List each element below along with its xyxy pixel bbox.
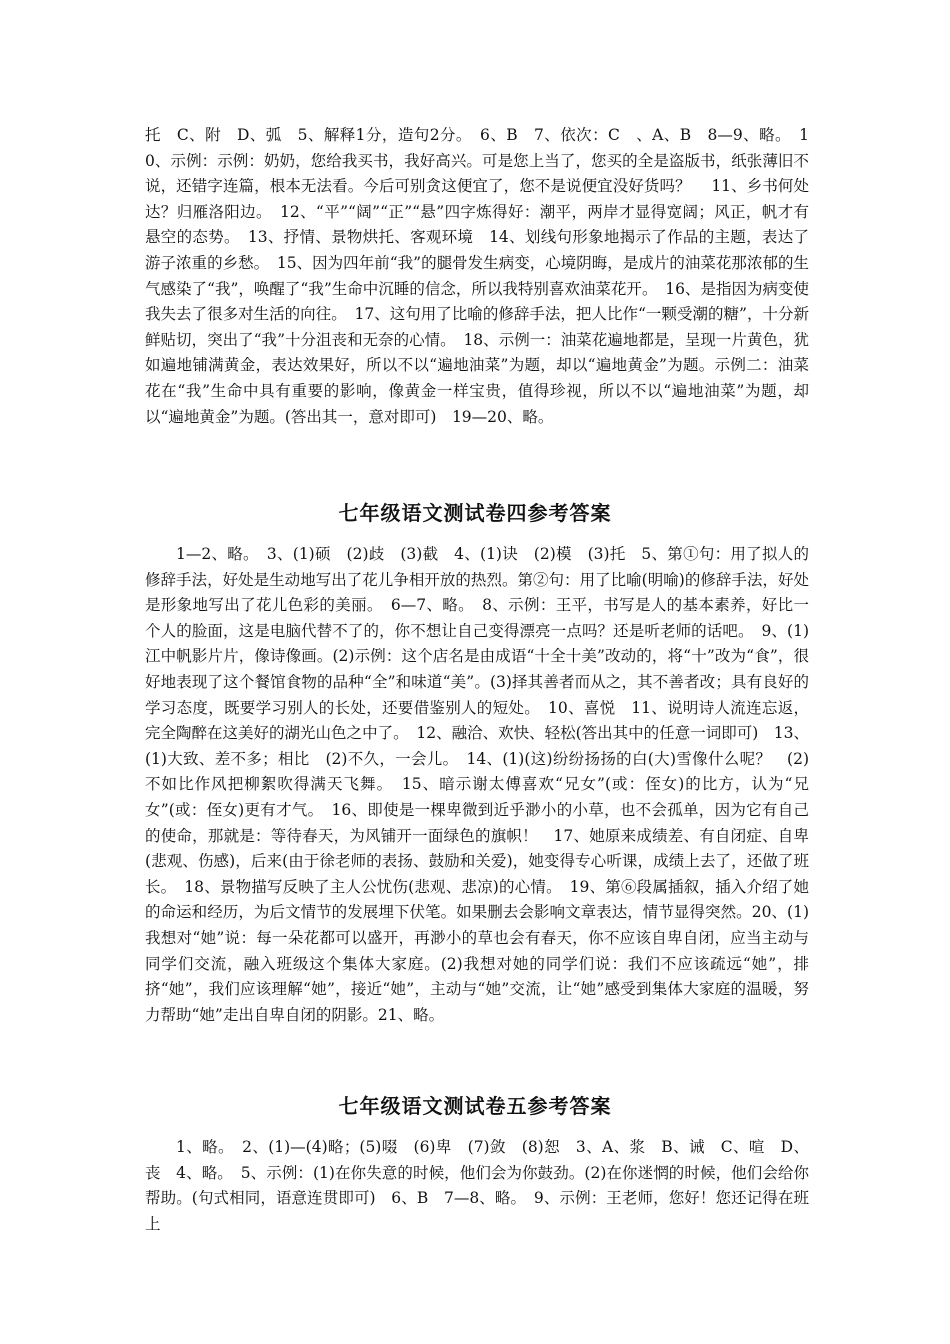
answer-paragraph-test5: 1、略。 2、(1)—(4)略；(5)啜 (6)卑 (7)敛 (8)恕 3、A、浆 B、诫 C、喧 D、丧 4、略。 5、示例：(1)在你失意的时候，他们会为你鼓劲。(2)在你迷惘的时候，他们会给你帮助。(句式相同，语意连贯即可) 6、B 7—8、略。 9、示例：王老师，您好！您还记得在班上 xyxy=(145,1138,809,1233)
section-title-test4: 七年级语文测试卷四参考答案 xyxy=(338,501,612,525)
section-title-test5: 七年级语文测试卷五参考答案 xyxy=(338,1094,612,1118)
answer-paragraph-test3: 托 C、附 D、弧 5、解释1分，造句2分。 6、B 7、依次：C 、A、B 8—9、略。 10、示例：示例：奶奶，您给我买书，我好高兴。可是您上当了，您买的全是盗版书，纸张薄旧不说，还错字连篇，根本无法看。今后可别贪这便宜了，您不是说便宜没好货吗？ 11、乡书何处达？归雁洛阳边。 12、“平”“阔”“正”“悬”四字炼得好：潮平，两岸才显得宽阔；风正，帆才有悬空的态势。 13、抒情、景物烘托、客观环境 14、划线句形象地揭示了作品的主题，表达了游子浓重的乡愁。 15、因为四年前“我”的腿骨发生病变，心境阴晦，是成片的油菜花那浓郁的生气感染了“我”，唤醒了“我”生命中沉睡的信念，所以我特别喜欢油菜花开。 16、是指因为病变使我失去了很多对生活的向往。 17、这句用了比喻的修辞手法，把人比作“一颗受潮的糖”，十分新鲜贴切，突出了“我”十分沮丧和无奈的心情。 18、示例一：油菜花遍地都是，呈现一片黄色，犹如遍地铺满黄金，表达效果好，所以不以“遍地油菜”为题，却以“遍地黄金”为题。示例二：油菜花在“我”生命中具有重要的影响，像黄金一样宝贵，值得珍视，所以不以“遍地油菜”为题，却以“遍地黄金”为题。(答出其一，意对即可) 19—20、略。 xyxy=(145,126,809,426)
answer-paragraph-test4: 1—2、略。 3、(1)硕 (2)歧 (3)截 4、(1)诀 (2)模 (3)托 5、第①句：用了拟人的修辞手法，好处是生动地写出了花儿争相开放的热烈。第②句：用了比喻(明喻)的修辞手法，好处是形象地写出了花儿色彩的美丽。 6—7、略。 8、示例：王平，书写是人的基本素养，好比一个人的脸面，这是电脑代替不了的，你不想让自己变得漂亮一点吗？还是听老师的话吧。 9、(1)江中帆影片片，像诗像画。(2)示例：这个店名是由成语“十全十美”改动的，将“十”改为“食”，很好地表现了这个餐馆食物的品种“全”和味道“美”。(3)择其善者而从之，其不善者改；具有良好的学习态度，既要学习别人的长处，还要借鉴别人的短处。 10、喜悦 11、说明诗人流连忘返，完全陶醉在这美好的湖光山色之中了。 12、融洽、欢快、轻松(答出其中的任意一词即可) 13、(1)大致、差不多；相比 (2)不久，一会儿。 14、(1)(这)纷纷扬扬的白(大)雪像什么呢？ (2)不如比作风把柳絮吹得满天飞舞。 15、暗示谢太傅喜欢“兄女”(或：侄女)的比方，认为“兄女”(或：侄女)更有才气。 16、即使是一棵卑微到近乎渺小的小草，也不会孤单，因为它有自己的使命，那就是：等待春天，为风铺开一面绿色的旗帜！ 17、她原来成绩差、有自闭症、自卑(悲观、伤感)，后来(由于徐老师的表扬、鼓励和关爱)，她变得专心听课，成绩上去了，还做了班长。 18、景物描写反映了主人公忧伤(悲观、悲凉)的心情。 19、第⑥段属插叙，插入介绍了她的命运和经历，为后文情节的发展埋下伏笔。如果删去会影响文章表达，情节显得突然。20、(1)我想对“她”说：每一朵花都可以盛开，再渺小的草也会有春天，你不应该自卑自闭，应当主动与同学们交流，融入班级这个集体大家庭。(2)我想对她的同学们说：我们不应该疏远“她”，排挤“她”，我们应该理解“她”，接近“她”，主动与“她”交流，让“她”感受到集体大家庭的温暖，努力帮助“她”走出自卑自闭的阴影。21、略。 xyxy=(145,545,809,1024)
